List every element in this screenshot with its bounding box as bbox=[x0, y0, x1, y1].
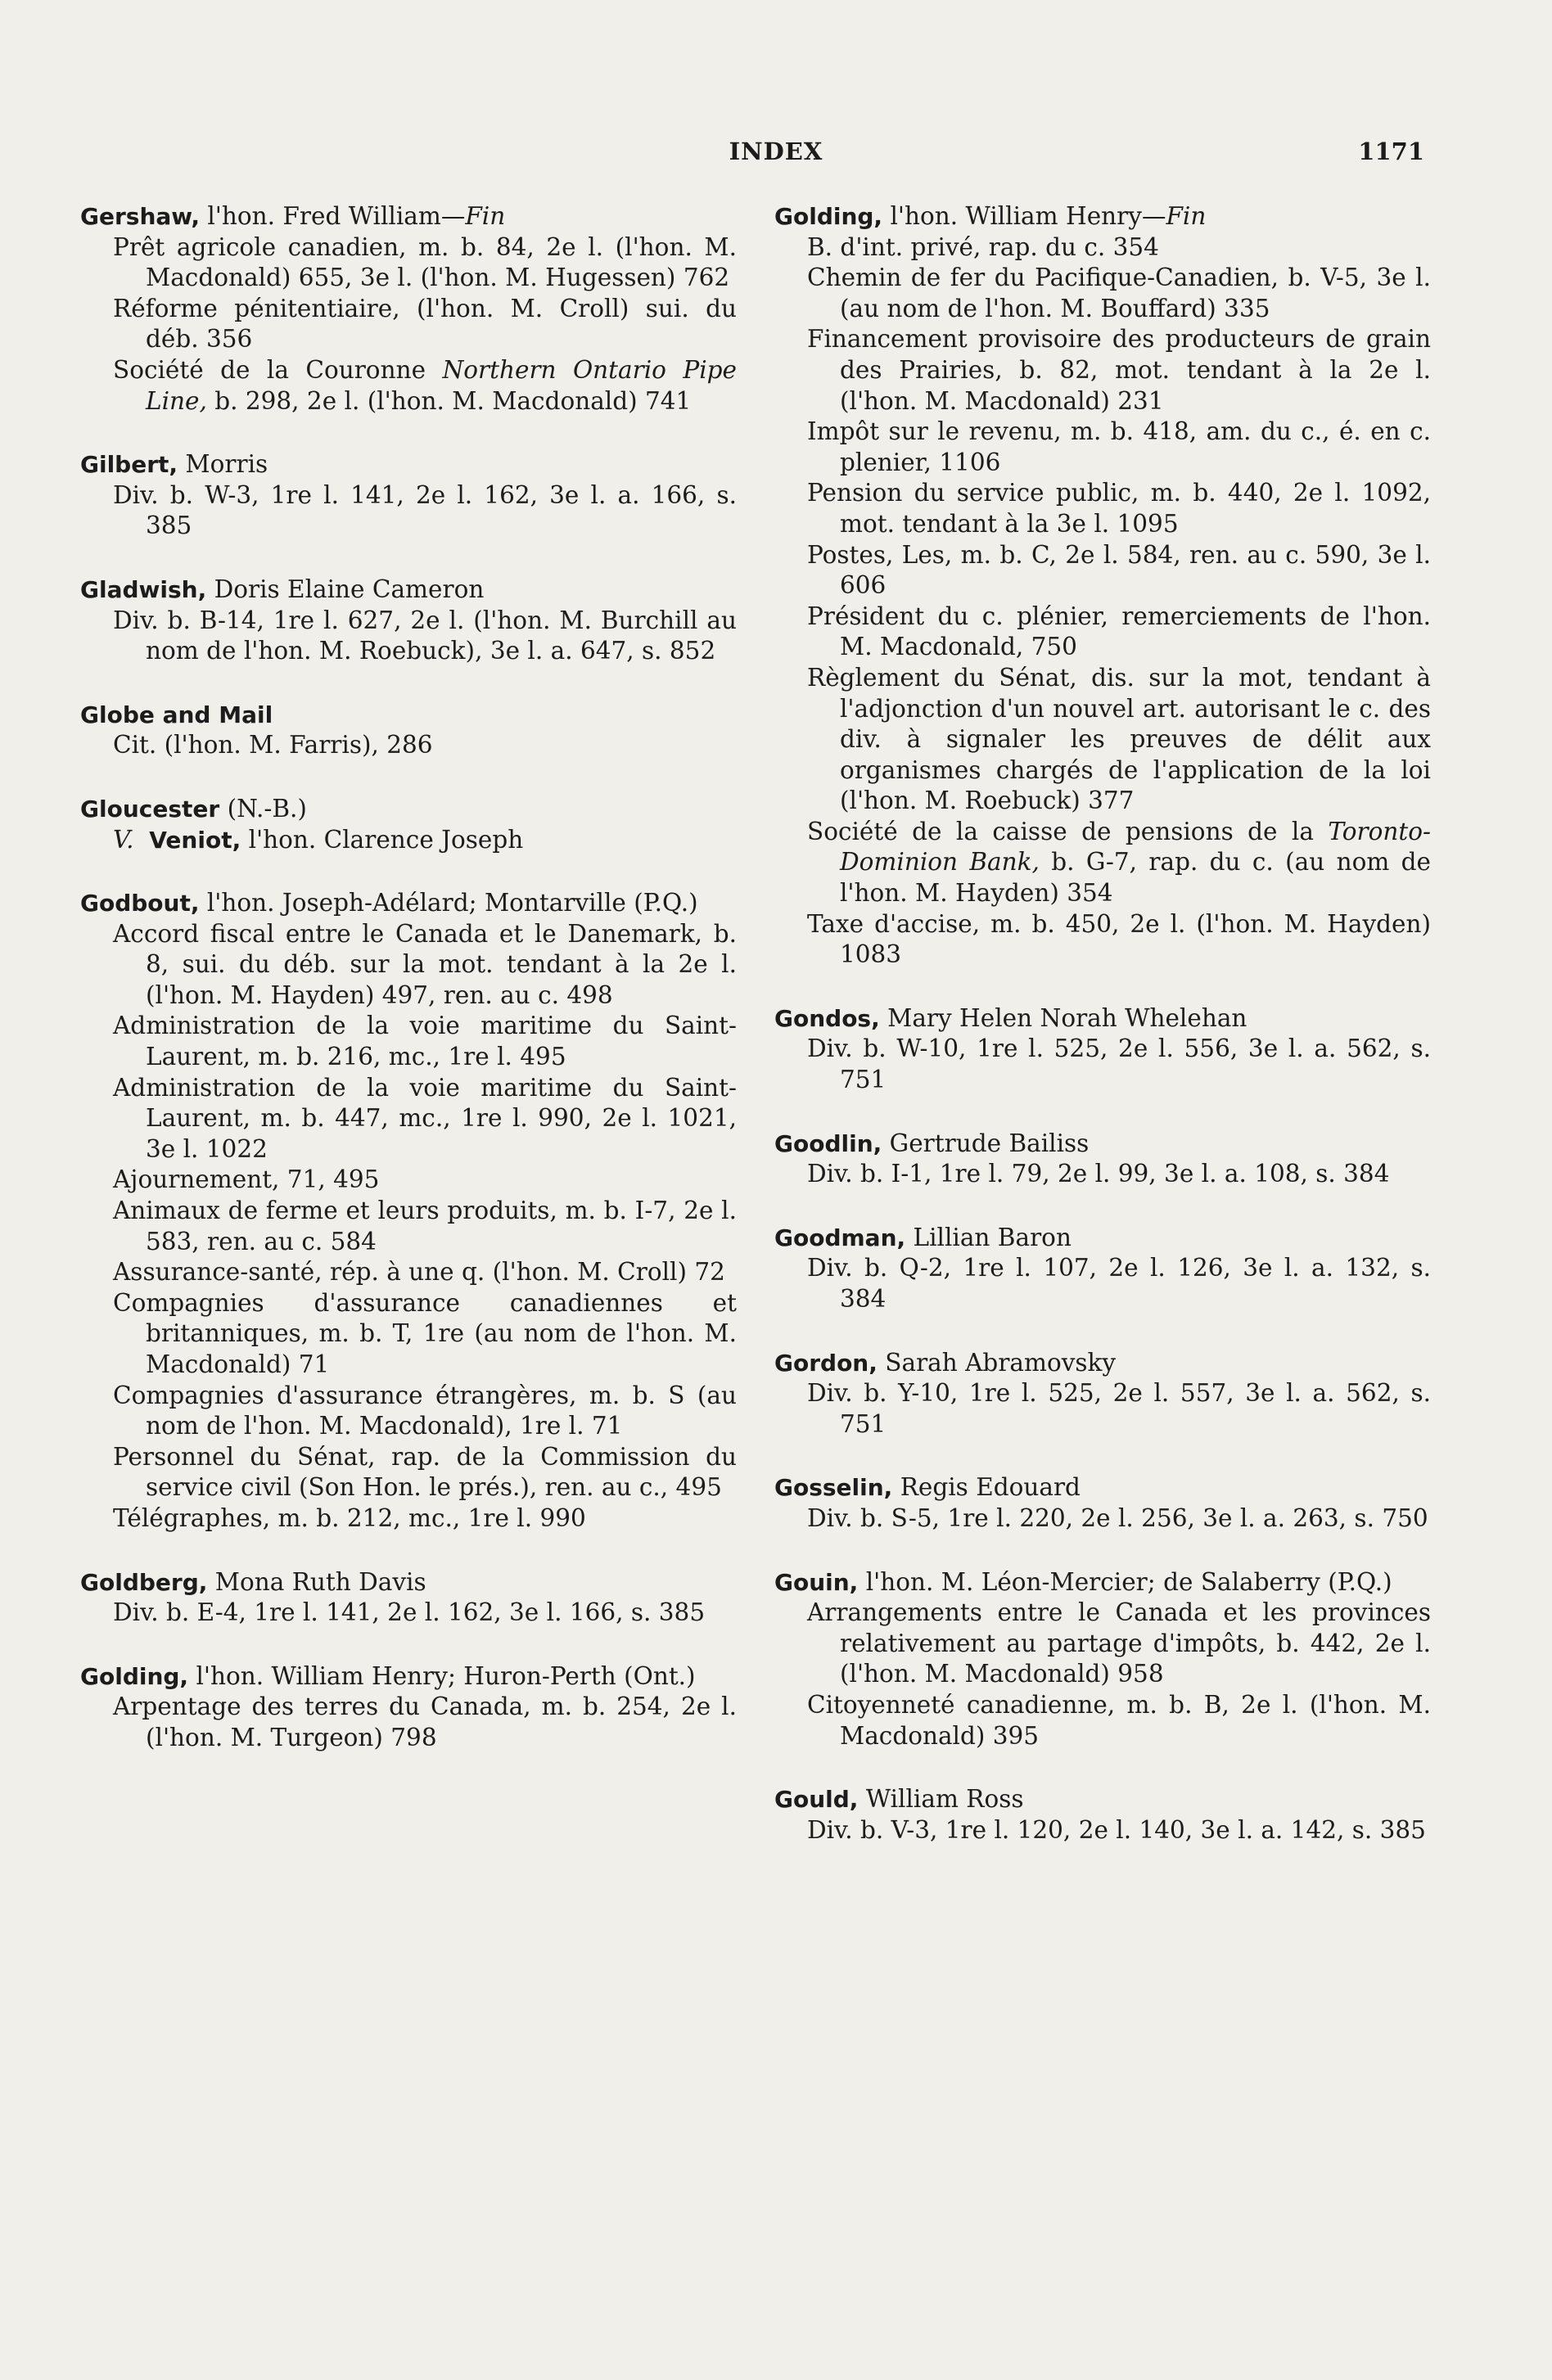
sub-entry: Télégraphes, m. b. 212, mc., 1re l. 990 bbox=[113, 1503, 586, 1532]
sub-entry: Arpentage des terres du Canada, m. b. 254, 2e l. (l'hon. M. Turgeon) 798 bbox=[113, 1693, 737, 1751]
sub-entry bbox=[80, 355, 737, 417]
index-entry bbox=[80, 201, 737, 417]
sub-entry: Div. b. I-1, 1re l. 79, 2e l. 99, 3e l. a. 108, s. 384 bbox=[807, 1160, 1390, 1188]
entry-name: Globe and Mail bbox=[80, 701, 273, 728]
entry-rest: l'hon. Joseph-Adélard; Montarville (P.Q.) bbox=[199, 889, 698, 917]
index-entry bbox=[774, 1348, 1431, 1440]
entry-heading bbox=[774, 1129, 1431, 1160]
index-entry bbox=[774, 1567, 1431, 1752]
entry-heading bbox=[80, 794, 737, 825]
sub-entry: Président du c. plénier, remerciements de l'hon. M. Macdonald, 750 bbox=[807, 602, 1431, 661]
cross-reference-marker: V. bbox=[113, 825, 134, 854]
entry-heading bbox=[80, 575, 737, 606]
sub-entry-post: b. 298, 2e l. (l'hon. M. Macdonald) 741 bbox=[206, 386, 692, 415]
cross-reference-target: Veniot, bbox=[149, 826, 241, 854]
sub-entry: Animaux de ferme et leurs produits, m. b. I-7, 2e l. 583, ren. au c. 584 bbox=[113, 1197, 737, 1255]
entry-rest: William Ross bbox=[858, 1785, 1024, 1814]
sub-entry: Administration de la voie maritime du Saint-Laurent, m. b. 447, mc., 1re l. 990, 2e l. 1021, 3e l. 1022 bbox=[113, 1073, 737, 1163]
entry-heading bbox=[80, 888, 737, 919]
entry-heading bbox=[774, 1003, 1431, 1034]
sub-entry: Div. b. V-3, 1re l. 120, 2e l. 140, 3e l. a. 142, s. 385 bbox=[807, 1815, 1426, 1844]
sub-entry: B. d'int. privé, rap. du c. 354 bbox=[807, 232, 1159, 261]
right-column bbox=[774, 201, 1431, 1878]
cross-reference-rest: l'hon. Clarence Joseph bbox=[241, 825, 524, 854]
entry-rest: Morris bbox=[178, 450, 268, 479]
entry-heading bbox=[80, 1661, 737, 1693]
index-entry bbox=[80, 449, 737, 542]
index-entry bbox=[80, 888, 737, 1534]
sub-entry: Taxe d'accise, m. b. 450, 2e l. (l'hon. M. Hayden) 1083 bbox=[807, 909, 1431, 969]
sub-entry-italic: Toronto-Dominion Bank, bbox=[840, 817, 1431, 877]
entry-name: Gosselin, bbox=[774, 1474, 893, 1502]
entry-name: Gladwish, bbox=[80, 575, 207, 603]
entry-name: Goldberg, bbox=[80, 1568, 208, 1596]
sub-entry: Administration de la voie maritime du Saint-Laurent, m. b. 216, mc., 1re l. 495 bbox=[113, 1012, 737, 1071]
entry-name: Gordon, bbox=[774, 1349, 878, 1377]
sub-entry: Financement provisoire des producteurs de grain des Prairies, b. 82, mot. tendant à la 2e l. (l'hon. M. Macdonald) 231 bbox=[807, 325, 1431, 415]
sub-entry: Compagnies d'assurance canadiennes et britanniques, m. b. T, 1re (au nom de l'hon. M. Macdonald) 71 bbox=[113, 1288, 737, 1378]
index-entry bbox=[80, 575, 737, 667]
entry-rest: Regis Edouard bbox=[892, 1473, 1081, 1502]
page-number: 1171 bbox=[1358, 137, 1424, 165]
sub-entry: Impôt sur le revenu, m. b. 418, am. du c., é. en c. plenier, 1106 bbox=[807, 417, 1431, 476]
sub-entry-post: b. G-7, rap. du c. (au nom de l'hon. M. Hayden) 354 bbox=[840, 848, 1431, 908]
entry-name: Golding, bbox=[80, 1662, 189, 1690]
sub-entry: Arrangements entre le Canada et les provinces relativement au partage d'impôts, b. 442, 2e l. (l'hon. M. Macdonald) 958 bbox=[807, 1598, 1431, 1688]
index-entry bbox=[774, 201, 1431, 971]
entry-name: Goodman, bbox=[774, 1224, 906, 1251]
sub-entry-pre: Société de la Couronne bbox=[113, 355, 443, 384]
index-entry bbox=[80, 1661, 737, 1754]
entry-heading bbox=[774, 1348, 1431, 1379]
entry-rest: Sarah Abramovsky bbox=[877, 1348, 1117, 1377]
entry-heading bbox=[80, 700, 737, 731]
sub-entry: Div. b. Y-10, 1re l. 525, 2e l. 557, 3e l. a. 562, s. 751 bbox=[807, 1379, 1431, 1438]
entry-heading bbox=[774, 1472, 1431, 1503]
sub-entry: Prêt agricole canadien, m. b. 84, 2e l. (l'hon. M. Macdonald) 655, 3e l. (l'hon. M. Hugessen) 762 bbox=[113, 232, 737, 292]
entry-rest: l'hon. Fred William— bbox=[200, 202, 466, 230]
sub-entry: Assurance-santé, rép. à une q. (l'hon. M. Croll) 72 bbox=[113, 1258, 725, 1287]
entry-rest: Gertrude Bailiss bbox=[882, 1129, 1090, 1157]
entry-rest: Mary Helen Norah Whelehan bbox=[879, 1003, 1247, 1032]
entry-name: Gouin, bbox=[774, 1568, 859, 1596]
entry-name: Goodlin, bbox=[774, 1129, 882, 1157]
index-entry bbox=[80, 1567, 737, 1629]
entry-rest-italic: Fin bbox=[1166, 202, 1207, 230]
sub-entry: Div. b. W-3, 1re l. 141, 2e l. 162, 3e l. a. 166, s. 385 bbox=[113, 480, 737, 540]
entry-name: Gershaw, bbox=[80, 203, 200, 230]
page-header bbox=[0, 137, 1552, 170]
entry-heading bbox=[774, 1784, 1431, 1815]
sub-entry: Postes, Les, m. b. C, 2e l. 584, ren. au c. 590, 3e l. 606 bbox=[807, 540, 1431, 600]
sub-entry: Div. b. S-5, 1re l. 220, 2e l. 256, 3e l. a. 263, s. 750 bbox=[807, 1503, 1428, 1532]
entry-rest: Lillian Baron bbox=[905, 1223, 1072, 1251]
index-entry bbox=[80, 794, 737, 855]
sub-entry: Chemin de fer du Pacifique-Canadien, b. V-5, 3e l. (au nom de l'hon. M. Bouffard) 335 bbox=[807, 264, 1431, 322]
sub-entry: Div. b. E-4, 1re l. 141, 2e l. 162, 3e l. 166, s. 385 bbox=[113, 1598, 706, 1627]
sub-entry: Div. b. Q-2, 1re l. 107, 2e l. 126, 3e l. a. 132, s. 384 bbox=[807, 1254, 1431, 1313]
entry-rest: l'hon. William Henry— bbox=[882, 202, 1166, 230]
left-column bbox=[80, 201, 737, 1787]
entry-heading bbox=[80, 1567, 737, 1598]
entry-heading bbox=[80, 201, 737, 232]
sub-entry: Réforme pénitentiaire, (l'hon. M. Croll) sui. du déb. 356 bbox=[113, 294, 737, 354]
sub-entry: Div. b. W-10, 1re l. 525, 2e l. 556, 3e l. a. 562, s. 751 bbox=[807, 1034, 1431, 1094]
index-entry bbox=[774, 1003, 1431, 1096]
entry-rest: l'hon. William Henry; Huron-Perth (Ont.) bbox=[188, 1661, 696, 1690]
entry-rest: Doris Elaine Cameron bbox=[206, 575, 485, 603]
sub-entry: Pension du service public, m. b. 440, 2e l. 1092, mot. tendant à la 3e l. 1095 bbox=[807, 479, 1431, 538]
entry-name: Golding, bbox=[774, 203, 883, 230]
running-head: INDEX bbox=[729, 137, 823, 165]
index-entry bbox=[774, 1784, 1431, 1846]
sub-entry: Personnel du Sénat, rap. de la Commission du service civil (Son Hon. le prés.), ren. au c., 495 bbox=[113, 1442, 737, 1502]
sub-entry bbox=[774, 817, 1431, 909]
sub-entry: Ajournement, 71, 495 bbox=[113, 1165, 380, 1194]
entry-rest: (N.-B.) bbox=[219, 794, 307, 823]
sub-entry: Cit. (l'hon. M. Farris), 286 bbox=[113, 731, 433, 760]
entry-heading bbox=[774, 1223, 1431, 1254]
sub-entry-italic: Northern Ontario Pipe Line, bbox=[146, 355, 737, 415]
sub-entry: Citoyenneté canadienne, m. b. B, 2e l. (l'hon. M. Macdonald) 395 bbox=[807, 1690, 1431, 1750]
entry-heading bbox=[774, 1567, 1431, 1598]
index-entry bbox=[774, 1472, 1431, 1534]
sub-entry-pre: Société de la caisse de pensions de la bbox=[807, 817, 1329, 845]
sub-entry: Compagnies d'assurance étrangères, m. b. S (au nom de l'hon. M. Macdonald), 1re l. 71 bbox=[113, 1381, 737, 1440]
entry-name: Gilbert, bbox=[80, 451, 178, 479]
entry-name: Godbout, bbox=[80, 890, 200, 917]
entry-rest-italic: Fin bbox=[465, 202, 506, 230]
entry-heading bbox=[774, 201, 1431, 232]
cross-reference bbox=[80, 825, 737, 856]
index-entry bbox=[80, 700, 737, 761]
entry-name: Gondos, bbox=[774, 1004, 880, 1032]
sub-entry: Règlement du Sénat, dis. sur la mot, tendant à l'adjonction d'un nouvel art. autorisant le c. des div. à signaler les preuves de délit aux organismes chargés de l'application de la loi (l'hon. M. Roebuck) 377 bbox=[807, 663, 1431, 815]
entry-name: Gloucester bbox=[80, 795, 220, 823]
entry-name: Gould, bbox=[774, 1786, 859, 1814]
entry-rest: l'hon. M. Léon-Mercier; de Salaberry (P.Q.) bbox=[858, 1567, 1392, 1596]
index-entry bbox=[774, 1223, 1431, 1315]
entry-heading bbox=[80, 449, 737, 480]
sub-entry: Accord fiscal entre le Canada et le Danemark, b. 8, sui. du déb. sur la mot. tendant à la 2e l. (l'hon. M. Hayden) 497, ren. au c. 498 bbox=[113, 919, 737, 1009]
sub-entry: Div. b. B-14, 1re l. 627, 2e l. (l'hon. M. Burchill au nom de l'hon. M. Roebuck), 3e l. a. 647, s. 852 bbox=[113, 606, 737, 665]
entry-rest: Mona Ruth Davis bbox=[207, 1567, 426, 1596]
index-entry bbox=[774, 1129, 1431, 1190]
